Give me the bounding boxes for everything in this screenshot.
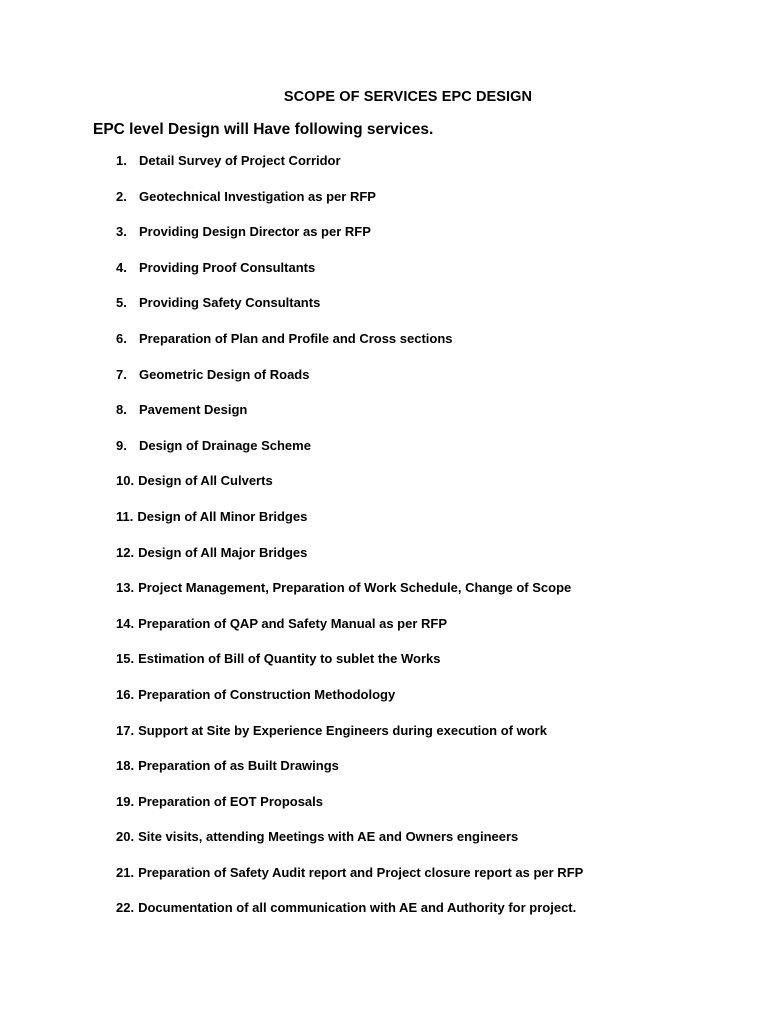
item-text: Design of All Major Bridges [138, 544, 308, 560]
item-number: 1. [116, 153, 127, 168]
item-number: 20. [116, 829, 135, 845]
item-number: 11. [116, 508, 134, 524]
item-number: 13. [116, 580, 135, 596]
item-text: Geometric Design of Roads [139, 366, 310, 382]
item-number: 7. [116, 366, 127, 382]
item-text: Support at Site by Experience Engineers during execution of work [138, 722, 547, 738]
item-number: 9. [116, 437, 127, 453]
item-text: Preparation of as Built Drawings [138, 758, 339, 774]
item-number: 16. [116, 686, 135, 702]
item-number: 8. [116, 402, 127, 418]
item-text: Site visits, attending Meetings with AE and Owners engineers [138, 829, 519, 845]
item-text: Estimation of Bill of Quantity to sublet the Works [138, 651, 441, 667]
intro-heading: EPC level Design will Have following services. [93, 121, 434, 138]
item-text: Detail Survey of Project Corridor [139, 153, 341, 168]
item-text: Preparation of Construction Methodology [138, 686, 396, 702]
item-number: 6. [116, 330, 127, 346]
item-number: 22. [116, 900, 135, 916]
item-text: Pavement Design [139, 402, 248, 418]
item-text: Providing Safety Consultants [139, 295, 321, 311]
item-text: Preparation of Safety Audit report and Project closure report as per RFP [138, 864, 584, 880]
item-text: Preparation of Plan and Profile and Cross sections [139, 330, 453, 346]
item-number: 19. [116, 793, 135, 809]
item-text: Design of Drainage Scheme [139, 437, 311, 453]
item-number: 4. [116, 259, 127, 275]
item-number: 5. [116, 295, 127, 311]
item-text: Preparation of EOT Proposals [138, 793, 324, 809]
item-text: Design of All Minor Bridges [137, 508, 308, 524]
item-text: Documentation of all communication with AE and Authority for project. [138, 900, 577, 916]
item-number: 14. [116, 615, 135, 631]
item-number: 2. [116, 188, 127, 204]
item-number: 3. [116, 224, 127, 240]
item-text: Project Management, Preparation of Work Schedule, Change of Scope [138, 580, 572, 596]
item-number: 18. [116, 758, 135, 774]
item-number: 15. [116, 651, 135, 667]
item-number: 10. [116, 473, 135, 489]
item-text: Design of All Culverts [138, 473, 273, 489]
item-number: 21. [116, 864, 135, 880]
item-number: 12. [116, 544, 135, 560]
item-text: Providing Proof Consultants [139, 259, 316, 275]
item-number: 17. [116, 722, 135, 738]
item-text: Preparation of QAP and Safety Manual as per RFP [138, 615, 448, 631]
document-title: SCOPE OF SERVICES EPC DESIGN [283, 89, 533, 105]
item-text: Providing Design Director as per RFP [139, 224, 371, 240]
item-text: Geotechnical Investigation as per RFP [139, 188, 376, 204]
